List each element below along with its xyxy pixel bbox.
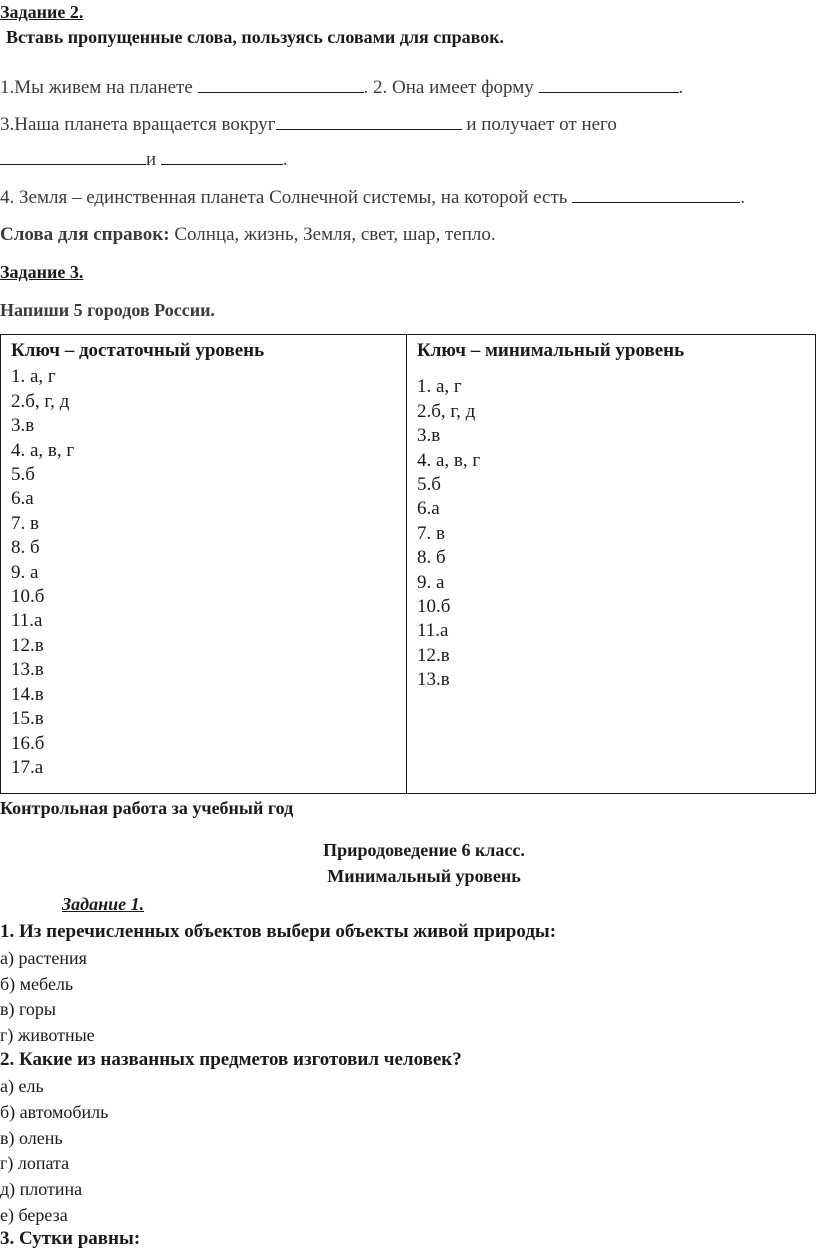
answer-key-item: 14.в (11, 683, 44, 705)
answer-key-item: 7. в (417, 522, 445, 544)
answer-key-item: 3.в (11, 415, 35, 437)
s1-mid: . 2. Она имеет форму (363, 77, 539, 98)
answer-key-item: 11.а (417, 620, 449, 642)
answer-key-item: 1. а, г (417, 376, 462, 398)
hint-list: Солнца, жизнь, Земля, свет, шар, тепло. (169, 224, 496, 245)
answer-key-item: 1. а, г (11, 366, 56, 388)
answer-key-item: 17.а (11, 756, 44, 778)
answer-option: б) автомобиль (0, 1101, 109, 1122)
answer-key-item: 13.в (11, 659, 44, 681)
answer-key-item: 5.б (11, 464, 35, 486)
blank-planet[interactable] (198, 76, 364, 93)
task2-title: Задание 2. (0, 2, 84, 22)
s4-end: . (740, 187, 745, 208)
key-minimal-list (417, 375, 807, 692)
sentence-1 (0, 76, 683, 99)
hint-words (0, 224, 496, 246)
answer-option: а) ель (0, 1076, 44, 1096)
task2-instruction: Вставь пропущенные слова, пользуясь словами для справок. (6, 27, 505, 47)
question-2: 2. Какие из названных предметов изготовил человек? (0, 1049, 462, 1070)
exam-level: Минимальный уровень (327, 866, 521, 886)
answer-key-item: 10.б (11, 586, 45, 608)
answer-key-item: 12.в (11, 634, 44, 656)
sentence-3 (0, 113, 617, 136)
answer-key-item: 9. а (11, 561, 39, 583)
answer-key-item: 6.а (417, 498, 440, 520)
answer-option: а) растения (0, 948, 87, 968)
question-2-options (0, 1074, 108, 1229)
task3-title: Задание 3. (0, 262, 84, 282)
answer-key-item: 16.б (11, 732, 45, 754)
answer-key-item: 4. а, в, г (11, 439, 75, 461)
answer-key-item: 10.б (417, 596, 451, 618)
exam-task1-title: Задание 1. (62, 894, 145, 914)
exam-subject: Природоведение 6 класс. (323, 840, 525, 860)
answer-key-item: 8. б (11, 537, 40, 559)
task3-instruction: Напиши 5 городов России. (0, 300, 215, 320)
answer-key-item: 9. а (417, 571, 445, 593)
s1-end: . (678, 77, 684, 98)
sentence-4 (0, 186, 745, 209)
answer-key-item: 13.в (417, 669, 450, 691)
sentence-3-cont (0, 148, 288, 171)
answer-key-table (0, 334, 816, 794)
answer-key-item: 3.в (417, 425, 441, 447)
answer-key-item: 2.б, г, д (11, 390, 70, 412)
answer-option: в) олень (0, 1127, 63, 1148)
answer-option: в) горы (0, 999, 57, 1019)
s3-mid: и получает от него (461, 114, 617, 135)
exam-title: Контрольная работа за учебный год (0, 798, 294, 818)
answer-option: г) лопата (0, 1153, 70, 1174)
blank-receives-2[interactable] (161, 148, 283, 165)
answer-key-item: 4. а, в, г (417, 449, 481, 471)
key-minimal-header: Ключ – минимальный уровень (417, 340, 685, 361)
question-3: 3. Сутки равны: (0, 1228, 141, 1249)
s1-start: 1.Мы живем на планете (0, 77, 198, 98)
answer-option: е) береза (0, 1204, 68, 1225)
answer-key-item: 15.в (11, 708, 44, 730)
s3-start: 3.Наша планета вращается вокруг (0, 114, 276, 135)
key-sufficient-cell (1, 335, 407, 794)
answer-key-item: 7. в (11, 512, 39, 534)
answer-key-item: 12.в (417, 644, 450, 666)
answer-key-item: 6.а (11, 488, 34, 510)
answer-key-item: 11.а (11, 610, 43, 632)
question-1-options (0, 946, 95, 1048)
question-1: 1. Из перечисленных объектов выбери объекты живой природы: (0, 921, 557, 942)
s3-end: . (282, 149, 288, 170)
key-sufficient-header: Ключ – достаточный уровень (11, 340, 265, 361)
answer-key-item: 8. б (417, 547, 446, 569)
s3-and: и (146, 149, 161, 170)
blank-receives-1[interactable] (0, 148, 146, 165)
s4-start: 4. Земля – единственная планета Солнечной системы, на которой есть (0, 187, 573, 208)
answer-option: б) мебель (0, 973, 74, 994)
answer-option: д) плотина (0, 1179, 83, 1200)
answer-key-item: 5.б (417, 474, 441, 496)
blank-around[interactable] (276, 113, 462, 130)
answer-key-item: 2.б, г, д (417, 400, 476, 422)
blank-shape[interactable] (539, 76, 679, 93)
hint-label: Слова для справок: (0, 224, 170, 245)
key-sufficient-list (11, 365, 398, 780)
key-minimal-cell (407, 335, 816, 794)
blank-life[interactable] (572, 186, 740, 203)
answer-option: г) животные (0, 1024, 95, 1045)
